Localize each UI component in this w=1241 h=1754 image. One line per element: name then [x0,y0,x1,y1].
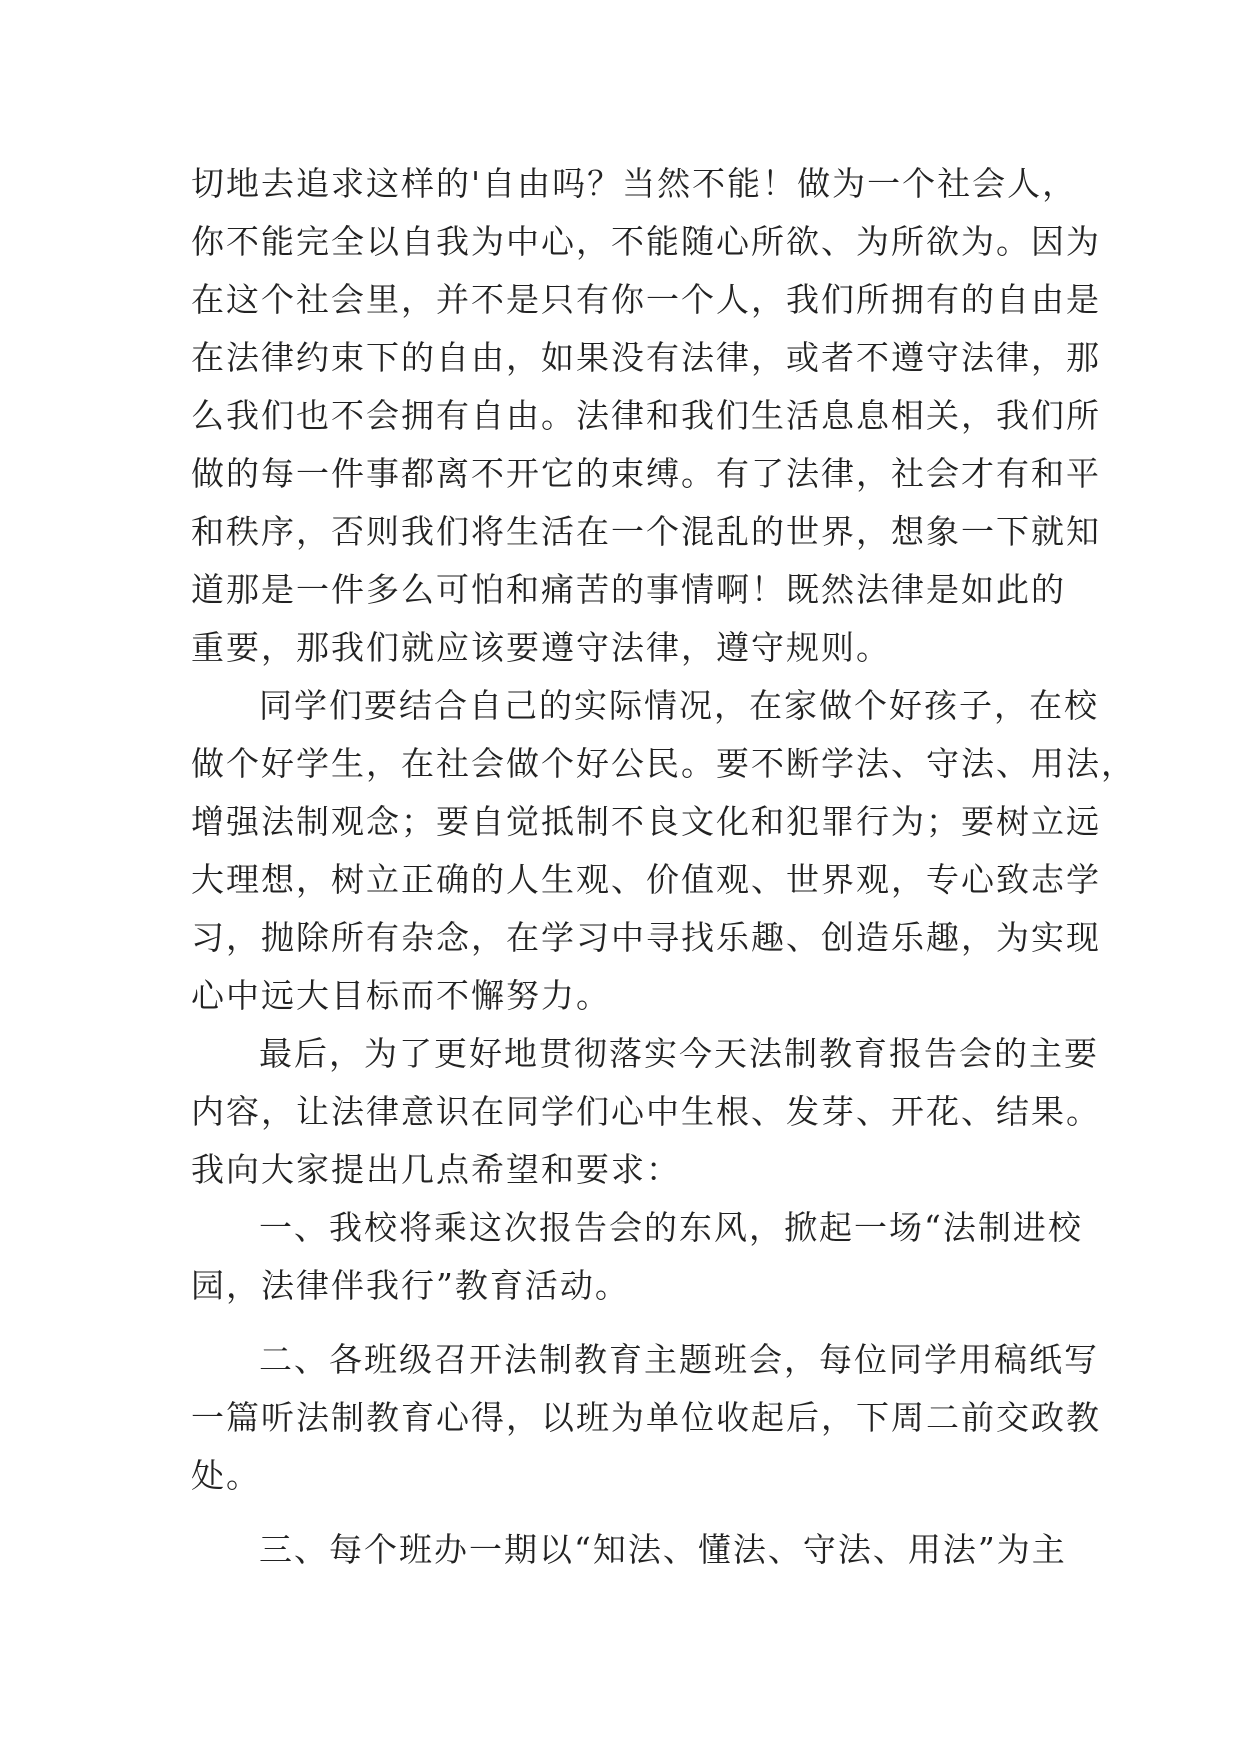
text-line: 在这个社会里，并不是只有你一个人，我们所拥有的自由是 [191,280,1101,319]
text-line: 在法律约束下的自由，如果没有法律，或者不遵守法律，那 [191,338,1101,377]
text-line: 和秩序，否则我们将生活在一个混乱的世界，想象一下就知 [191,512,1101,551]
text-line: 园，法律伴我行”教育活动。 [191,1266,630,1305]
paragraph-start-line: 二、各班级召开法制教育主题班会，每位同学用稿纸写 [259,1340,1099,1379]
text-line: 么我们也不会拥有自由。法律和我们生活息息相关，我们所 [191,396,1101,435]
text-line: 道那是一件多么可怕和痛苦的事情啊！既然法律是如此的 [191,570,1066,609]
paragraph-start-line: 同学们要结合自己的实际情况，在家做个好孩子，在校 [259,686,1099,725]
text-line: 处。 [191,1456,261,1495]
text-line: 大理想，树立正确的人生观、价值观、世界观，专心致志学 [191,860,1101,899]
text-line: 做的每一件事都离不开它的束缚。有了法律，社会才有和平 [191,454,1101,493]
text-line: 心中远大目标而不懈努力。 [191,976,611,1015]
text-line: 内容，让法律意识在同学们心中生根、发芽、开花、结果。 [191,1092,1101,1131]
text-line: 习，抛除所有杂念，在学习中寻找乐趣、创造乐趣，为实现 [191,918,1101,957]
paragraph-start-line: 一、我校将乘这次报告会的东风，掀起一场“法制进校 [259,1208,1083,1247]
text-line: 重要，那我们就应该要遵守法律，遵守规则。 [191,628,891,667]
text-line: 我向大家提出几点希望和要求： [191,1150,681,1189]
paragraph-start-line: 最后，为了更好地贯彻落实今天法制教育报告会的主要 [259,1034,1099,1073]
text-line: 增强法制观念；要自觉抵制不良文化和犯罪行为；要树立远 [191,802,1101,841]
text-line: 你不能完全以自我为中心，不能随心所欲、为所欲为。因为 [191,222,1101,261]
text-line: 一篇听法制教育心得，以班为单位收起后，下周二前交政教 [191,1398,1101,1437]
document-body [191,155,1136,1579]
text-line: 做个好学生，在社会做个好公民。要不断学法、守法、用法， [191,744,1136,783]
paragraph-start-line: 三、每个班办一期以“知法、懂法、守法、用法”为主 [259,1530,1067,1569]
text-line: 切地去追求这样的'自由吗？当然不能！做为一个社会人， [191,164,1078,203]
